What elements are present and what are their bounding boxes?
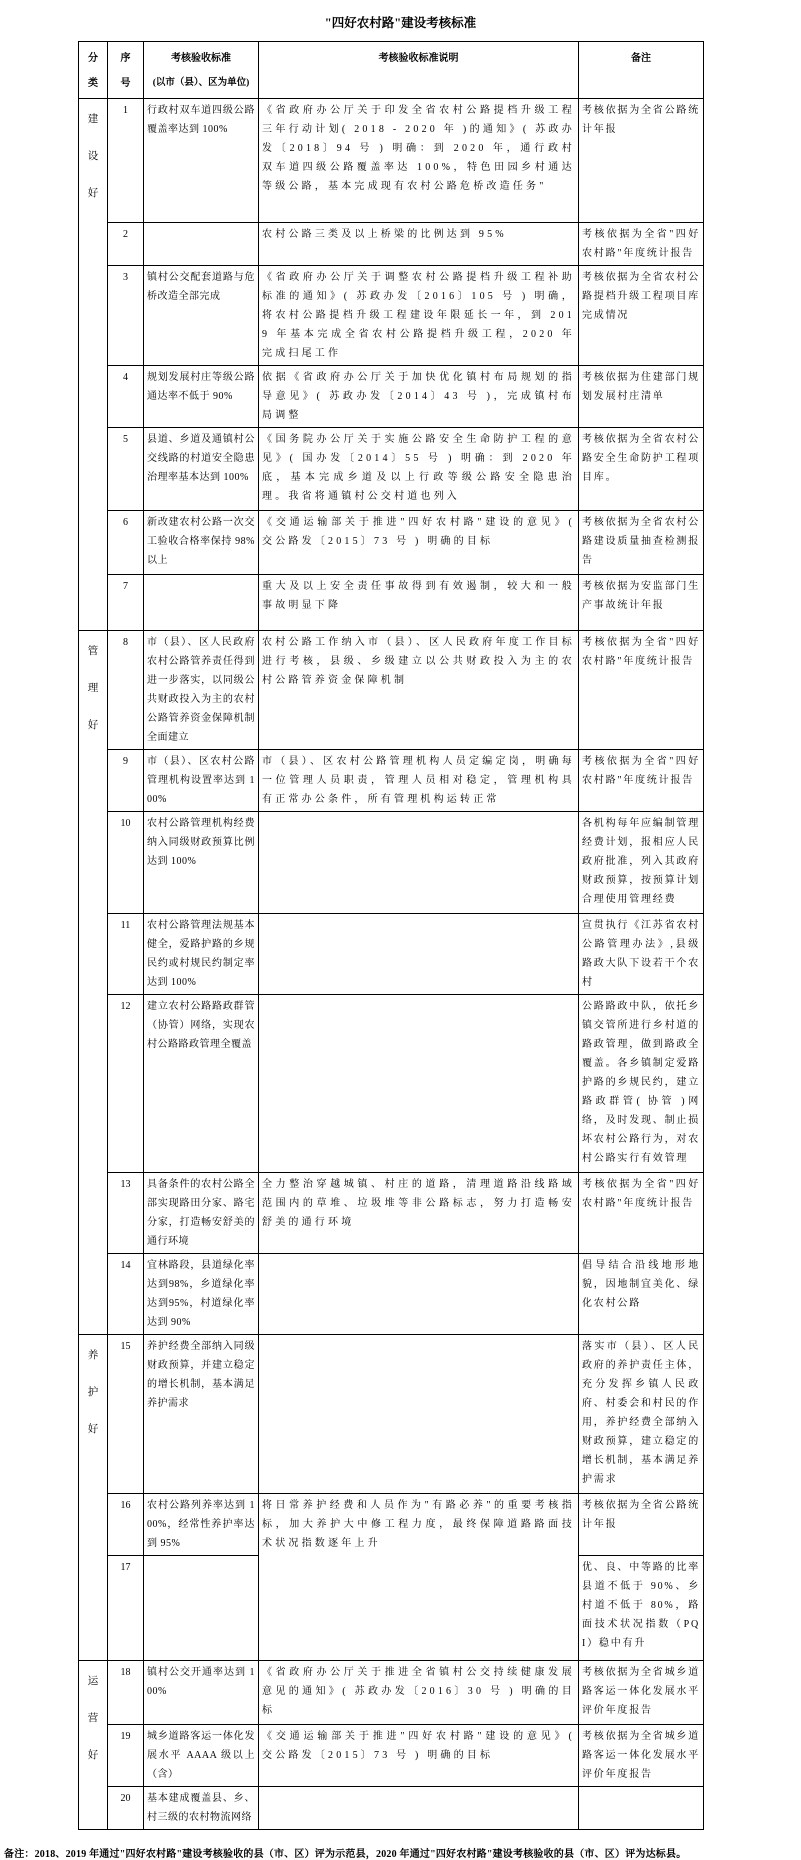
remark-cell: 考核依据为全省城乡道路客运一体化发展水平评价年度报告	[579, 1661, 704, 1725]
row-number-cell: 7	[108, 575, 144, 631]
row-number-cell: 4	[108, 366, 144, 428]
standard-cell: 市（县）、区农村公路管理机构设置率达到 100%	[144, 750, 259, 812]
table-row	[79, 1335, 704, 1494]
table-row	[79, 1661, 704, 1725]
description-cell: 全力整治穿越城镇、村庄的道路，清理道路沿线路域范围内的草堆、垃圾堆等非公路标志，努力打造畅安舒美的通行环境	[259, 1173, 579, 1254]
header-remark: 备注	[579, 42, 704, 99]
row-number-cell: 1	[108, 99, 144, 223]
description-cell: 《省政府办公厅关于推进全省镇村公交持续健康发展意见的通知》( 苏政办发〔2016〕30 号 ) 明确的目标	[259, 1661, 579, 1725]
remark-cell: 考核依据为住建部门规划发展村庄清单	[579, 366, 704, 428]
remark-cell: 优、良、中等路的比率县道不低于 90%、乡村道不低于 80%，路面技术状况指数（PQI）稳中有升	[579, 1556, 704, 1661]
description-cell: 《省政府办公厅关于调整农村公路提档升级工程补助标准的通知》( 苏政办发〔2016〕105 号 ) 明确，将农村公路提档升级工程建设年限延长一年，到 2019 年基本完成全省农村公路提档升级工程，2020 年完成扫尾工作	[259, 266, 579, 366]
standard-cell: 县道、乡道及通镇村公交线路的村道安全隐患治理率基本达到 100%	[144, 428, 259, 511]
remark-cell: 考核依据为全省"四好农村路"年度统计报告	[579, 1173, 704, 1254]
row-number-cell: 20	[108, 1787, 144, 1830]
remark-cell: 宣贯执行《江苏省农村公路管理办法》,县级路政大队下设若干个农村	[579, 914, 704, 995]
row-number-cell: 13	[108, 1173, 144, 1254]
description-cell: 《省政府办公厅关于印发全省农村公路提档升级工程三年行动计划( 2018 - 2020 年 )的通知》( 苏政办发〔2018〕94 号 ) 明确：到 2020 年，通行政村双车道四级公路覆盖率达 100%，特色田园乡村通达等级公路，基本完成现有农村公路危桥改造任务"	[259, 99, 579, 223]
description-cell: 依据《省政府办公厅关于加快优化镇村布局规划的指导意见》( 苏政办发〔2014〕43 号 )，完成镇村布局调整	[259, 366, 579, 428]
standard-cell: 市（县）、区人民政府农村公路管养责任得到进一步落实，以同级公共财政投入为主的农村公路管养资金保障机制全面建立	[144, 631, 259, 750]
description-cell: 《交通运输部关于推进"四好农村路"建设的意见》( 交公路发〔2015〕73 号 ) 明确的目标	[259, 1725, 579, 1787]
table-row	[79, 631, 704, 750]
row-number-cell: 17	[108, 1556, 144, 1661]
table-row	[79, 995, 704, 1173]
table-row	[79, 914, 704, 995]
row-number-cell: 8	[108, 631, 144, 750]
standard-cell: 镇村公交开通率达到 100%	[144, 1661, 259, 1725]
remark-cell: 考核依据为安监部门生产事故统计年报	[579, 575, 704, 631]
table-row	[79, 1494, 704, 1556]
description-cell	[259, 1335, 579, 1494]
table-row	[79, 428, 704, 511]
remark-cell: 公路路政中队，依托乡镇交管所进行乡村道的路政管理，做到路政全覆盖。各乡镇制定爱路护路的乡规民约，建立路政群管( 协管 )网络，及时发现、制止损坏农村公路行为，对农村公路实行有效管理	[579, 995, 704, 1173]
row-number-cell: 5	[108, 428, 144, 511]
standard-cell: 行政村双车道四级公路覆盖率达到 100%	[144, 99, 259, 223]
remark-cell: 考核依据为全省农村公路建设质量抽查检测报告	[579, 511, 704, 575]
header-no: 序号	[108, 42, 144, 99]
description-cell: 农村公路三类及以上桥梁的比例达到 95%	[259, 223, 579, 266]
description-cell	[259, 995, 579, 1173]
category-cell: 建 设 好	[79, 99, 108, 631]
row-number-cell: 16	[108, 1494, 144, 1556]
header-standard: 考核验收标准 (以市（县）、区为单位)	[144, 42, 259, 99]
standard-cell: 农村公路管理机构经费纳入同级财政预算比例达到 100%	[144, 812, 259, 914]
header-row	[79, 42, 704, 99]
remark-cell: 考核依据为全省农村公路提档升级工程项目库完成情况	[579, 266, 704, 366]
description-cell: 《国务院办公厅关于实施公路安全生命防护工程的意见》( 国办发〔2014〕55 号 ) 明确：到 2020 年底，基本完成乡道及以上行政等级公路安全隐患治理。我省将通镇村公交村道也列入	[259, 428, 579, 511]
standard-cell: 基本建成覆盖县、乡、村三级的农村物流网络	[144, 1787, 259, 1830]
table-row	[79, 1173, 704, 1254]
description-cell: 将日常养护经费和人员作为"有路必养"的重要考核指标，加大养护大中修工程力度，最终保障道路路面技术状况指数逐年上升	[259, 1494, 579, 1661]
remark-cell: 考核依据为全省公路统计年报	[579, 99, 704, 223]
row-number-cell: 9	[108, 750, 144, 812]
description-cell: 《交通运输部关于推进"四好农村路"建设的意见》( 交公路发〔2015〕73 号 ) 明确的目标	[259, 511, 579, 575]
row-number-cell: 2	[108, 223, 144, 266]
remark-cell: 考核依据为全省公路统计年报	[579, 1494, 704, 1556]
remark-cell	[579, 1787, 704, 1830]
remark-cell: 考核依据为全省城乡道路客运一体化发展水平评价年度报告	[579, 1725, 704, 1787]
row-number-cell: 11	[108, 914, 144, 995]
header-description: 考核验收标准说明	[259, 42, 579, 99]
table-row	[79, 1254, 704, 1335]
table-row	[79, 1787, 704, 1830]
row-number-cell: 15	[108, 1335, 144, 1494]
remark-cell: 倡导结合沿线地形地貌，因地制宜美化、绿化农村公路	[579, 1254, 704, 1335]
footer-note: 备注：2018、2019 年通过"四好农村路"建设考核验收的县（市、区）评为示范县，2020 年通过"四好农村路"建设考核验收的县（市、区）评为达标县。	[4, 1849, 687, 1860]
standard-cell: 建立农村公路路政群管（协管）网络，实现农村公路路政管理全覆盖	[144, 995, 259, 1173]
table-row	[79, 1725, 704, 1787]
standard-cell: 规划发展村庄等级公路通达率不低于 90%	[144, 366, 259, 428]
row-number-cell: 19	[108, 1725, 144, 1787]
table-row	[79, 750, 704, 812]
table-row	[79, 266, 704, 366]
remark-cell: 各机构每年应编制管理经费计划，报相应人民政府批准，列入其政府财政预算，按预算计划合理使用管理经费	[579, 812, 704, 914]
row-number-cell: 10	[108, 812, 144, 914]
category-cell: 运 营 好	[79, 1661, 108, 1830]
header-category: 分类	[79, 42, 108, 99]
row-number-cell: 14	[108, 1254, 144, 1335]
standard-cell	[144, 223, 259, 266]
row-number-cell: 18	[108, 1661, 144, 1725]
standard-cell: 农村公路管理法规基本健全，爱路护路的乡规民约或村规民约制定率达到 100%	[144, 914, 259, 995]
standard-cell	[144, 1556, 259, 1661]
description-cell: 市（县）、区农村公路管理机构人员定编定岗，明确每一位管理人员职责，管理人员相对稳定，管理机构具有正常办公条件，所有管理机构运转正常	[259, 750, 579, 812]
description-cell	[259, 914, 579, 995]
description-cell	[259, 1787, 579, 1830]
description-cell: 重大及以上安全责任事故得到有效遏制，较大和一般事故明显下降	[259, 575, 579, 631]
standard-cell	[144, 575, 259, 631]
table-row	[79, 366, 704, 428]
table-row	[79, 812, 704, 914]
standard-cell: 镇村公交配套道路与危桥改造全部完成	[144, 266, 259, 366]
row-number-cell: 6	[108, 511, 144, 575]
remark-cell: 落实市（县）、区人民政府的养护责任主体，充分发挥乡镇人民政府、村委会和村民的作用，养护经费全部纳入财政预算，建立稳定的增长机制，基本满足养护需求	[579, 1335, 704, 1494]
table-row	[79, 99, 704, 223]
remark-cell: 考核依据为全省"四好农村路"年度统计报告	[579, 223, 704, 266]
row-number-cell: 3	[108, 266, 144, 366]
description-cell	[259, 1254, 579, 1335]
standard-cell: 城乡道路客运一体化发展水平 AAAA 级以上（含）	[144, 1725, 259, 1787]
remark-cell: 考核依据为全省农村公路安全生命防护工程项目库。	[579, 428, 704, 511]
standard-cell: 农村公路列养率达到 100%，经常性养护率达到 95%	[144, 1494, 259, 1556]
table-row	[79, 511, 704, 575]
assessment-table	[78, 41, 704, 1830]
description-cell: 农村公路工作纳入市（县）、区人民政府年度工作目标进行考核，县级、乡级建立以公共财政投入为主的农村公路管养资金保障机制	[259, 631, 579, 750]
page-title: "四好农村路"建设考核标准	[324, 16, 477, 30]
standard-cell: 具备条件的农村公路全部实现路田分家、路宅分家，打造畅安舒美的通行环境	[144, 1173, 259, 1254]
standard-cell: 宜林路段，县道绿化率达到98%，乡道绿化率达到95%，村道绿化率达到 90%	[144, 1254, 259, 1335]
category-cell: 养 护 好	[79, 1335, 108, 1661]
standard-cell: 养护经费全部纳入同级财政预算，并建立稳定的增长机制，基本满足养护需求	[144, 1335, 259, 1494]
description-cell	[259, 812, 579, 914]
row-number-cell: 12	[108, 995, 144, 1173]
table-row	[79, 223, 704, 266]
standard-cell: 新改建农村公路一次交工验收合格率保持 98%以上	[144, 511, 259, 575]
table-row	[79, 575, 704, 631]
category-cell: 管 理 好	[79, 631, 108, 1335]
remark-cell: 考核依据为全省"四好农村路"年度统计报告	[579, 750, 704, 812]
remark-cell: 考核依据为全省"四好农村路"年度统计报告	[579, 631, 704, 750]
